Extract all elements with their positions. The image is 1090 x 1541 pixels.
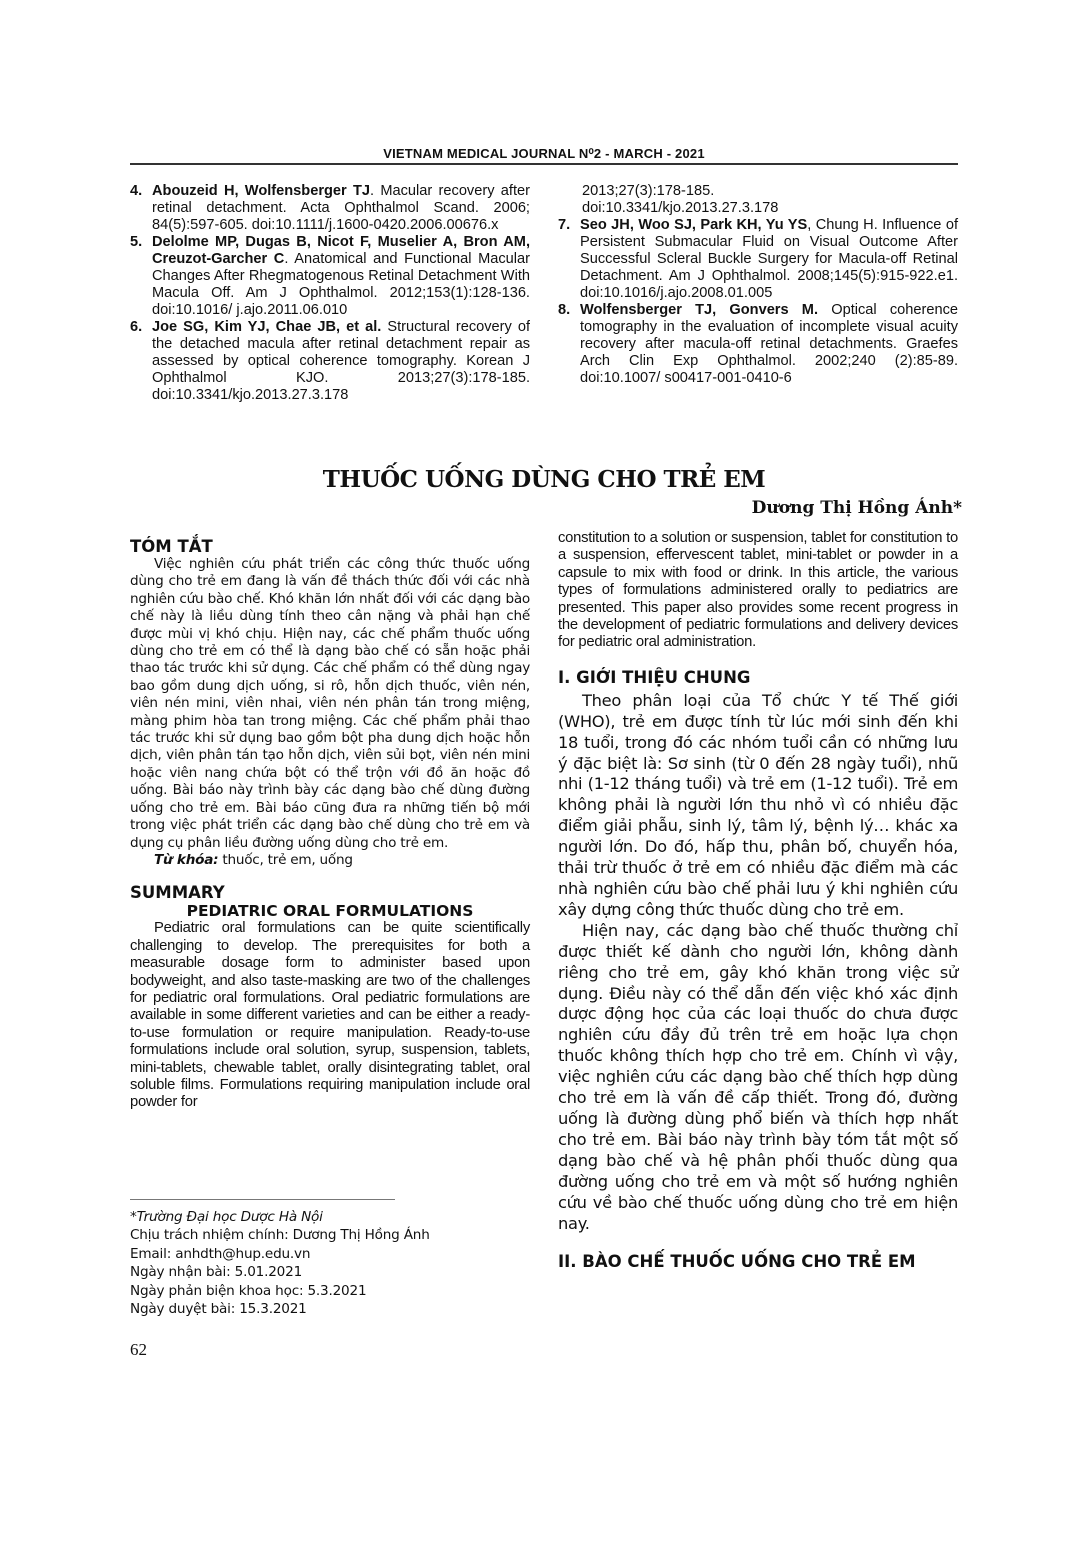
references-left: [130, 183, 530, 404]
keywords: Từ khóa: thuốc, trẻ em, uống: [154, 851, 353, 868]
summary-body-right: constitution to a solution or suspension, tablet for constitution to a suspension, effervescent tablet, mini-tablet or powder in a capsule to mix with food or drink. In this article, the various types of formulations administered orally to pediatrics are presented. This paper also provides some recent progress in the development of pediatric formulations and delivery devices for pediatric oral administration.: [558, 530, 958, 651]
section1-paragraph-2: Hiện nay, các dạng bào chế thuốc thường chỉ được thiết kế dành cho người lớn, không dành riêng cho trẻ em, gây khó khăn trong việc sử dụng. Điều này có thể dẫn đến việc khó xác định dược động học của các loại thuốc do chưa được nghiên cứu đầy đủ trên trẻ em hoặc lựa chọn thuốc không thích hợp cho trẻ em. Chính vì vậy, việc nghiên cứu các dạng bào chế thích hợp dùng cho trẻ em là vấn đề cấp thiết. Trong đó, đường uống là đường dùng phổ biến và thích hợp nhất cho trẻ em. Bài báo này trình bày tóm tắt một số dạng bào chế và hệ phân phối thuốc dùng qua đường uống cho trẻ em và một số hướng nghiên cứu về bào chế thuốc uống dùng cho trẻ em hiện nay.: [558, 920, 958, 1233]
section1-paragraph-1: Theo phân loại của Tổ chức Y tế Thế giới (WHO), trẻ em được tính từ lúc mới sinh đến khi 18 tuổi, trong đó các nhóm tuổi cần có những lưu ý đặc biệt là: Sơ sinh (từ 0 đến 28 ngày tuổi), nhũ nhi (1-12 tháng tuổi) và trẻ em (1-12 tuổi). Trẻ em không phải là người lớn thu nhỏ vì có nhiều đặc điểm giải phẫu, sinh lý, tâm lý, bệnh lý… khác xa người lớn. Do đó, hấp thu, phân bố, chuyển hóa, thải trừ thuốc ở trẻ em có nhiều đặc điểm mà các nhà nghiên cứu bào chế phải lưu ý khi nghiên cứu xây dựng công thức thuốc dùng cho trẻ em.: [558, 690, 958, 919]
footnote-divider: [130, 1199, 395, 1200]
journal-header: VIETNAM MEDICAL JOURNAL N⁰2 - MARCH - 2021: [383, 146, 705, 161]
footnote-reviewed: Ngày phản biện khoa học: 5.3.2021: [130, 1282, 367, 1299]
reference-4: 4. Abouzeid H, Wolfensberger TJ. Macular recovery after retinal detachment. Acta Ophthalmol Scand. 2006; 84(5):597-605. doi:10.1111/j.1600-0420.2006.00676.x: [130, 183, 530, 233]
footnote-received: Ngày nhận bài: 5.01.2021: [130, 1264, 303, 1281]
left-column: [130, 537, 530, 1112]
right-column: [558, 530, 958, 1271]
footnote: [130, 1208, 530, 1318]
reference-5: 5. Delolme MP, Dugas B, Nicot F, Muselier A, Bron AM, Creuzot-Garcher C. Anatomical and Functional Macular Changes After Rhegmatogenous Retinal Detachment With Macula Off. Am J Ophthalmol. 2012;153(1):128-136. doi:10.1016/ j.ajo.2011.06.010: [130, 234, 531, 318]
header-divider: [130, 163, 958, 165]
footnote-email: Email: anhdth@hup.edu.vn: [130, 1245, 311, 1262]
references-right: [558, 183, 958, 387]
summary-subtitle: PEDIATRIC ORAL FORMULATIONS: [186, 902, 474, 921]
section1-heading: I. GIỚI THIỆU CHUNG: [558, 667, 751, 687]
footnote-corresponding: Chịu trách nhiệm chính: Dương Thị Hồng Ánh: [130, 1227, 430, 1244]
reference-6: 6. Joe SG, Kim YJ, Chae JB, et al. Structural recovery of the detached macula after retinal detachment repair as assessed by optical coherence tomography. Korean J Ophthalmol KJO. 2013;27(3):178-185. doi:10.3341/kjo.2013.27.3.178: [130, 319, 530, 403]
reference-7: 7. Seo JH, Woo SJ, Park KH, Yu YS, Chung H. Influence of Persistent Submacular Fluid on Visual Outcome After Successful Scleral Buckle Surgery for Macula-off Retinal Detachment. Am J Ophthalmol. 2008;145(5):915-922.e1. doi:10.1016/j.ajo.2008.01.005: [558, 217, 958, 301]
section2-heading: II. BÀO CHẾ THUỐC UỐNG CHO TRẺ EM: [558, 1252, 916, 1272]
abstract-vi-body: Việc nghiên cứu phát triển các công thức thuốc uống dùng cho trẻ em đang là vấn đề thách thức đối với các nhà nghiên cứu bào chế. Khó khăn lớn nhất đối với các dạng bào chế này là liều dùng tính theo cân nặng và phải hạn chế được mùi vị khó chịu. Hiện nay, các chế phẩm thuốc uống dùng cho trẻ em có thể là dạng bào chế có sẵn hoặc phải thao tác trước khi sử dụng. Các chế phẩm có thể dùng ngay bao gồm dung dịch uống, si rô, hỗn dịch thuốc, viên nén, viên nén mini, viên nhai, viên nén phân tán trong miệng, màng phim hòa tan trong miệng. Các chế phẩm phải thao tác trước khi sử dụng bao gồm bột pha dung dịch hoặc hỗn dịch, viên phân tán tạo hỗn dịch, viên sủi bọt, viên nén mini hoặc viên nang chứa bột có thể trộn với đồ ăn hoặc đồ uống. Bài báo này trình bày các dạng bào chế dùng đường uống cho trẻ em. Bài báo cũng đưa ra những tiến bộ mới trong việc phát triển các dạng bào chế dùng cho trẻ em và dụng cụ phân liều đường uống dùng cho trẻ em.: [130, 556, 530, 851]
abstract-vi-heading: TÓM TẮT: [130, 537, 213, 556]
article-author: Dương Thị Hồng Ánh*: [751, 498, 962, 518]
summary-heading: SUMMARY: [130, 883, 225, 903]
reference-8: 8. Wolfensberger TJ, Gonvers M. Optical coherence tomography in the evaluation of incomplete visual acuity recovery after macula-off retinal detachments. Graefes Arch Clin Exp Ophthalmol. 2002;240 (2):85-89. doi:10.1007/ s00417-001-0410-6: [558, 302, 959, 386]
article-title: THUỐC UỐNG DÙNG CHO TRẺ EM: [322, 466, 766, 493]
reference-6-continued: 2013;27(3):178-185. doi:10.3341/kjo.2013.27.3.178: [582, 183, 779, 216]
summary-body-left: Pediatric oral formulations can be quite scientifically challenging to develop. The prerequisites for both a measurable dosage form to administer based upon bodyweight, and also taste-masking are two of the challenges for pediatric oral formulations. Oral pediatric formulations are available in some different varieties and can be either a ready-to-use formulation or require manipulation. Ready-to-use formulations include oral solution, syrup, suspension, tablets, mini-tablets, chewable tablet, orally disintegrating tablet, oral soluble films. Formulations requiring manipulation include oral powder for: [130, 920, 530, 1111]
page-number: 62: [130, 1340, 147, 1359]
footnote-approved: Ngày duyệt bài: 15.3.2021: [130, 1301, 307, 1318]
footnote-affiliation: *Trường Đại học Dược Hà Nội: [130, 1209, 323, 1225]
